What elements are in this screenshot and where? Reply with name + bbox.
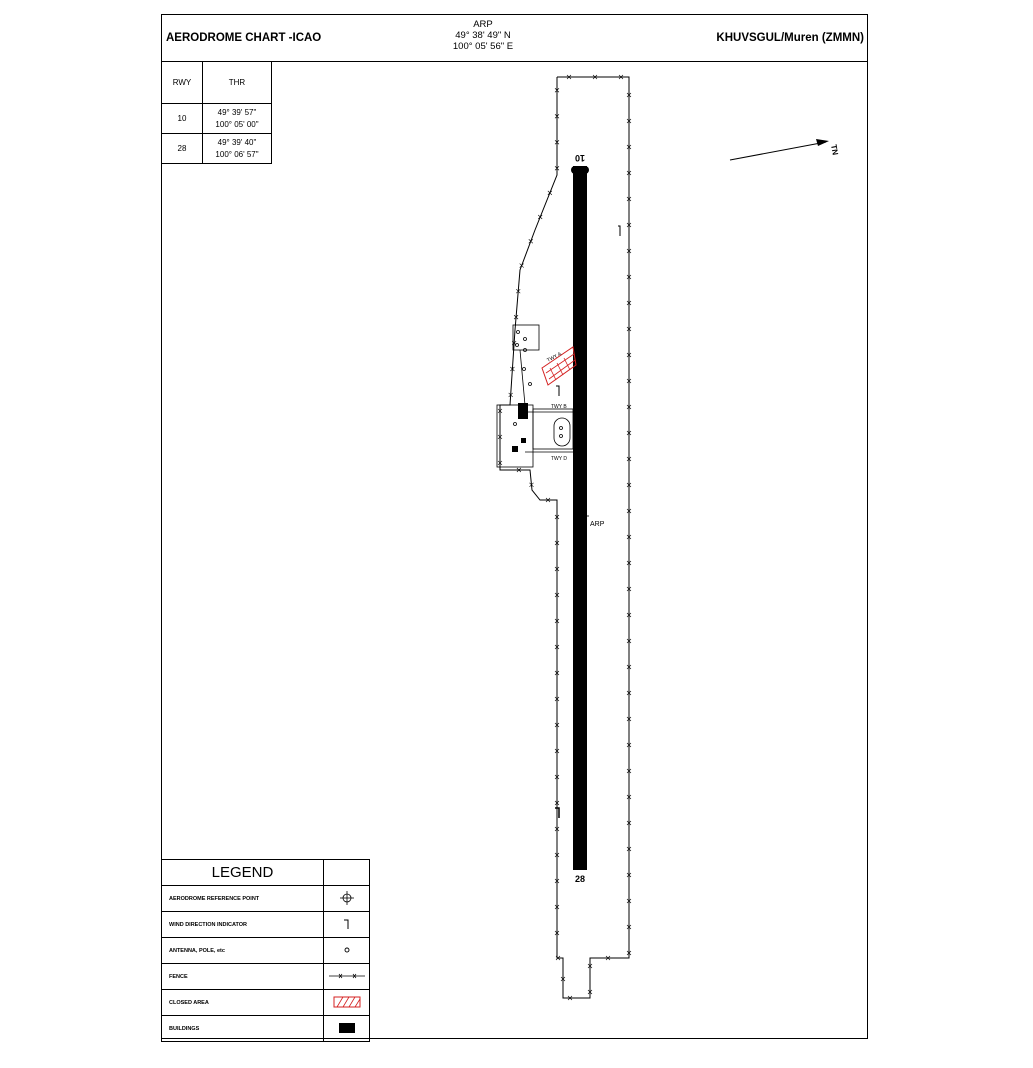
legend-row (162, 938, 370, 964)
chart-title: AERODROME CHART -ICAO (166, 32, 322, 44)
thr-latitude: 49° 39' 40" (217, 137, 257, 147)
legend-row (162, 912, 370, 938)
legend-symbol (324, 990, 370, 1016)
fence-marks (498, 75, 631, 1000)
thr-longitude: 100° 06' 57" (215, 149, 259, 159)
arp-label: ARP (473, 19, 493, 30)
arp-crosshair-icon (340, 891, 354, 905)
buildings (512, 403, 528, 452)
legend (161, 859, 370, 1042)
legend-symbol (324, 1016, 370, 1042)
windsock-icon (342, 918, 352, 930)
windsock-icon (556, 386, 559, 396)
true-north-label: TN (829, 143, 840, 156)
fence-line (500, 77, 629, 998)
thr-column-header: THR (203, 62, 272, 104)
legend-label: AERODROME REFERENCE POINT (162, 886, 324, 912)
runway-designator-28: 28 (574, 874, 586, 884)
north-arrow-icon (730, 139, 829, 160)
legend-header-blank (324, 860, 370, 886)
rwy-designator: 10 (162, 104, 203, 134)
legend-symbol (324, 912, 370, 938)
legend-header-row (162, 860, 370, 886)
arp-longitude: 100° 05' 56" E (452, 41, 514, 52)
taxiway-a-label: TWY A (546, 351, 563, 364)
thr-latitude: 49° 39' 57" (217, 107, 257, 117)
arp-map-label: ARP (590, 521, 605, 528)
apron-area (497, 325, 573, 467)
legend-label: CLOSED AREA (162, 990, 324, 1016)
legend-label: BUILDINGS (162, 1016, 324, 1042)
rwy-designator: 28 (162, 134, 203, 164)
legend-symbol (324, 886, 370, 912)
rwy-column-header: RWY (162, 62, 203, 104)
runway-end-north (571, 166, 589, 174)
arp-latitude: 49° 38' 49" N (455, 30, 511, 41)
legend-label: ANTENNA, POLE, etc (162, 938, 324, 964)
fence-mark (538, 215, 542, 219)
thr-longitude: 100° 05' 00" (215, 119, 259, 129)
taxiway-d-label: TWY D (551, 456, 568, 462)
legend-label: WIND DIRECTION INDICATOR (162, 912, 324, 938)
fence-mark (548, 191, 552, 195)
airport-name: KHUVSGUL/Muren (ZMMN) (716, 32, 864, 44)
fence-icon (329, 972, 365, 980)
taxiway-b-label: TWY B (551, 404, 567, 410)
legend-symbol (324, 964, 370, 990)
legend-label: FENCE (162, 964, 324, 990)
legend-symbol (324, 938, 370, 964)
runway-designator-10: 10 (574, 153, 586, 163)
antenna-icon (343, 946, 351, 954)
windsock-icon (618, 226, 620, 236)
runway (573, 166, 587, 870)
legend-row (162, 964, 370, 990)
legend-row (162, 1016, 370, 1042)
building-icon (338, 1022, 356, 1034)
legend-row (162, 886, 370, 912)
legend-title: LEGEND (162, 860, 324, 886)
closed-area-icon (333, 996, 361, 1008)
legend-row (162, 990, 370, 1016)
